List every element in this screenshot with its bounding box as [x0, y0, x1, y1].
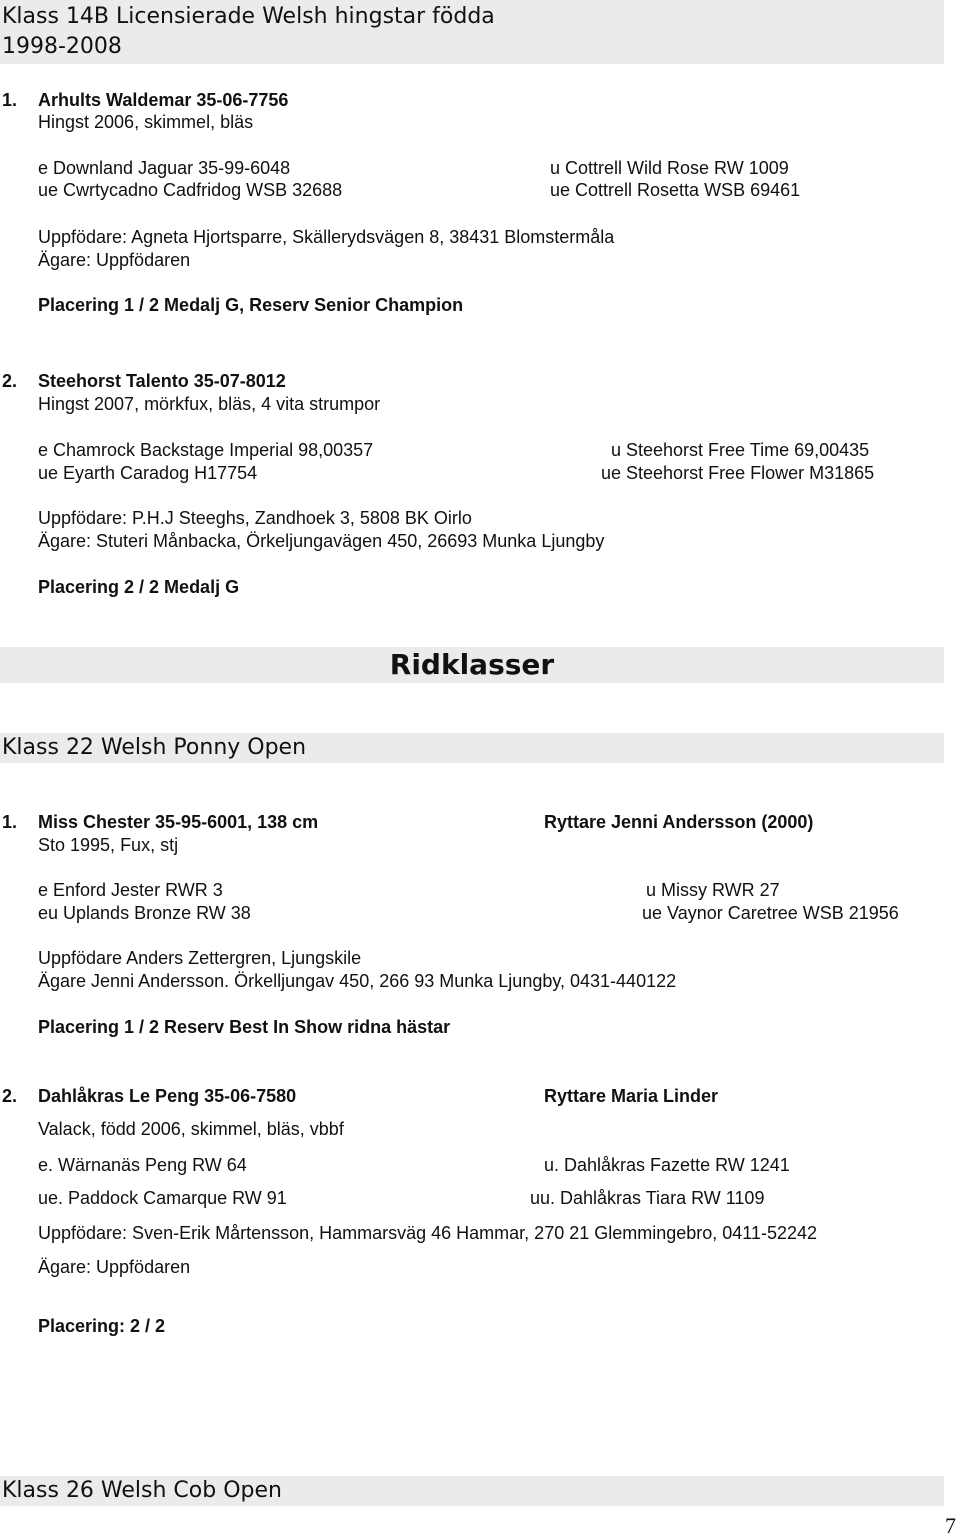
horse-description: Sto 1995, Fux, stj	[38, 835, 179, 855]
grandsire: eu Uplands Bronze RW 38	[38, 903, 251, 923]
granddam: ue Vaynor Caretree WSB 21956	[642, 903, 899, 923]
horse-name: Dahlåkras Le Peng 35-06-7580	[38, 1086, 297, 1106]
grandsire: ue Cwrtycadno Cadfridog WSB 32688	[38, 180, 343, 200]
class-26-heading-band	[0, 1476, 944, 1506]
class-22-heading: Klass 22 Welsh Ponny Open	[2, 735, 307, 760]
breeder: Uppfödare Anders Zettergren, Ljungskile	[38, 948, 362, 968]
section-title-band	[0, 647, 944, 683]
grandsire: ue. Paddock Camarque RW 91	[38, 1188, 287, 1208]
entry-number: 1.	[2, 812, 18, 832]
owner: Ägare Jenni Andersson. Örkelljungav 450, 266 93 Munka Ljungby, 0431-440122	[38, 971, 677, 991]
dam: u Cottrell Wild Rose RW 1009	[550, 158, 789, 178]
owner: Ägare: Uppfödaren	[38, 250, 191, 270]
horse-name: Arhults Waldemar 35-06-7756	[38, 90, 289, 110]
horse-description: Hingst 2006, skimmel, bläs	[38, 112, 254, 132]
class-26-heading: Klass 26 Welsh Cob Open	[2, 1478, 282, 1503]
breeder: Uppfödare: P.H.J Steeghs, Zandhoek 3, 5808 BK Oirlo	[38, 508, 472, 528]
placing: Placering 2 / 2 Medalj G	[38, 577, 240, 597]
dam: u Missy RWR 27	[646, 880, 780, 900]
section-title: Ridklasser	[389, 648, 555, 681]
rider: Ryttare Maria Linder	[544, 1086, 719, 1106]
granddam: uu. Dahlåkras Tiara RW 1109	[530, 1188, 765, 1208]
class-14b-heading	[0, 0, 944, 64]
granddam: ue Cottrell Rosetta WSB 69461	[550, 180, 801, 200]
class-22-heading-band	[0, 733, 944, 763]
granddam: ue Steehorst Free Flower M31865	[601, 463, 875, 483]
grandsire: ue Eyarth Caradog H17754	[38, 463, 258, 483]
rider: Ryttare Jenni Andersson (2000)	[544, 812, 814, 832]
class-14b-heading-line1: Klass 14B Licensierade Welsh hingstar födda	[2, 4, 495, 29]
class-14b-heading-line2: 1998-2008	[2, 34, 122, 59]
entry-number: 2.	[2, 371, 18, 391]
horse-description: Hingst 2007, mörkfux, bläs, 4 vita strumpor	[38, 394, 381, 414]
horse-name: Steehorst Talento 35-07-8012	[38, 371, 286, 391]
horse-name: Miss Chester 35-95-6001, 138 cm	[38, 812, 319, 832]
placing: Placering 1 / 2 Reserv Best In Show ridna hästar	[38, 1017, 451, 1037]
owner: Ägare: Uppfödaren	[38, 1257, 191, 1277]
placing: Placering: 2 / 2	[38, 1316, 166, 1336]
entry-number: 2.	[2, 1086, 18, 1106]
placing: Placering 1 / 2 Medalj G, Reserv Senior Champion	[38, 295, 464, 315]
breeder: Uppfödare: Sven-Erik Mårtensson, Hammarsväg 46 Hammar, 270 21 Glemmingebro, 0411-52242	[38, 1223, 818, 1243]
dam: u. Dahlåkras Fazette RW 1241	[544, 1155, 790, 1175]
sire: e. Wärnanäs Peng RW 64	[38, 1155, 247, 1175]
owner: Ägare: Stuteri Månbacka, Örkeljungavägen 450, 26693 Munka Ljungby	[38, 531, 605, 551]
sire: e Chamrock Backstage Imperial 98,00357	[38, 440, 374, 460]
dam: u Steehorst Free Time 69,00435	[611, 440, 870, 460]
sire: e Enford Jester RWR 3	[38, 880, 223, 900]
sire: e Downland Jaguar 35-99-6048	[38, 158, 291, 178]
breeder: Uppfödare: Agneta Hjortsparre, Skällerydsvägen 8, 38431 Blomstermåla	[38, 227, 615, 247]
horse-description: Valack, född 2006, skimmel, bläs, vbbf	[38, 1119, 344, 1139]
page-number: 7	[945, 1513, 956, 1538]
entry-number: 1.	[2, 90, 18, 110]
